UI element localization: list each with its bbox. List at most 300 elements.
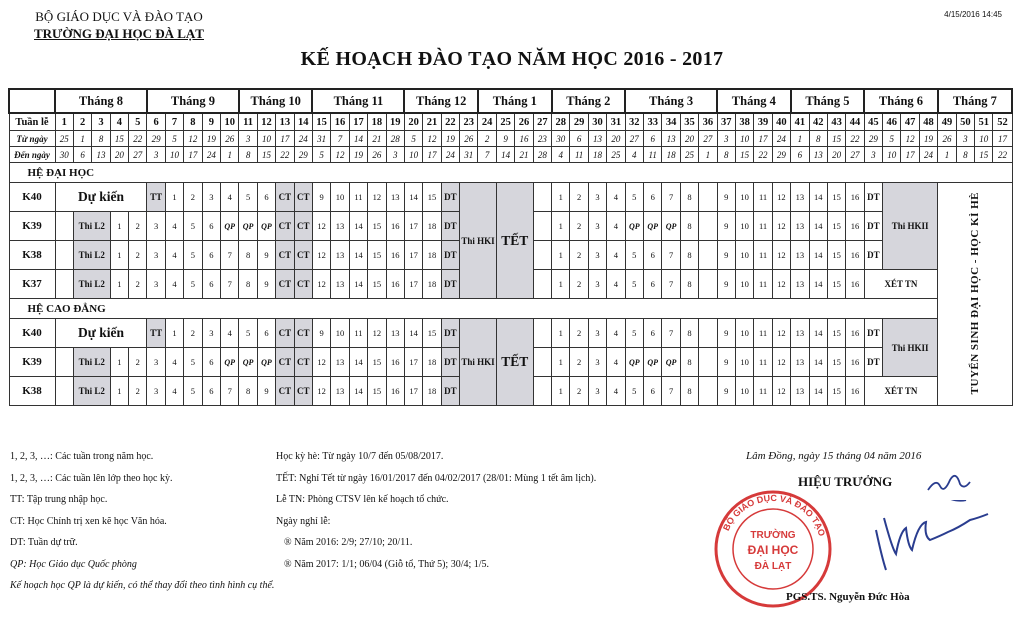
schedule-cell: Dự kiến: [55, 319, 147, 348]
schedule-cell: 4: [607, 212, 625, 241]
to-date: 11: [644, 147, 662, 163]
schedule-cell: CT: [276, 241, 294, 270]
schedule-cell: 3: [588, 183, 606, 212]
schedule-cell: 12: [772, 348, 790, 377]
cohort-label: K37: [9, 270, 55, 299]
schedule-cell: TT: [147, 183, 165, 212]
page-title: KẾ HOẠCH ĐÀO TẠO NĂM HỌC 2016 - 2017: [300, 48, 724, 70]
week-number: 50: [956, 113, 974, 131]
schedule-cell: [699, 270, 717, 299]
week-number: 46: [883, 113, 901, 131]
week-number: 1: [55, 113, 73, 131]
schedule-cell: 16: [386, 212, 404, 241]
schedule-cell: DT: [864, 348, 882, 377]
week-number: 29: [570, 113, 588, 131]
to-date: 20: [827, 147, 845, 163]
week-number: 34: [662, 113, 680, 131]
to-date: 20: [110, 147, 128, 163]
schedule-cell: CT: [276, 348, 294, 377]
week-number: 39: [754, 113, 772, 131]
week-row-label: Tuần lễ: [9, 113, 55, 131]
schedule-cell: 9: [257, 241, 275, 270]
schedule-cell: Dự kiến: [55, 183, 147, 212]
week-number: 43: [827, 113, 845, 131]
schedule-cell: 10: [735, 212, 753, 241]
from-date: 15: [110, 131, 128, 147]
schedule-cell: 2: [570, 348, 588, 377]
schedule-cell: 16: [846, 241, 864, 270]
note-summer: Học kỳ hè: Từ ngày 10/7 đến 05/08/2017.: [276, 451, 444, 462]
schedule-cell: 1: [552, 319, 570, 348]
to-date: 24: [202, 147, 220, 163]
to-date: 4: [625, 147, 643, 163]
schedule-cell: 13: [386, 183, 404, 212]
to-date: 29: [772, 147, 790, 163]
schedule-cell: 13: [331, 241, 349, 270]
schedule-cell: 17: [404, 348, 422, 377]
schedule-cell: 11: [349, 183, 367, 212]
note-holidays: Ngày nghỉ lễ:: [276, 515, 331, 527]
schedule-cell: 5: [239, 183, 257, 212]
week-number: 48: [919, 113, 937, 131]
schedule-cell: [55, 270, 73, 299]
schedule-cell: CT: [294, 348, 312, 377]
schedule-cell: 14: [349, 241, 367, 270]
note-graduation: Lễ TN: Phòng CTSV lên kế hoạch tổ chức.: [276, 494, 449, 505]
schedule-cell: 18: [423, 348, 441, 377]
schedule-cell: 15: [368, 270, 386, 299]
month-header: Tháng 5: [791, 89, 865, 113]
to-date: 29: [294, 147, 312, 163]
schedule-cell: 6: [202, 241, 220, 270]
to-date: 4: [552, 147, 570, 163]
to-date: 1: [699, 147, 717, 163]
schedule-cell: [533, 212, 551, 241]
week-number: 30: [588, 113, 606, 131]
schedule-cell: [55, 241, 73, 270]
schedule-cell: 13: [791, 212, 809, 241]
schedule-cell: 2: [570, 241, 588, 270]
from-date: 19: [202, 131, 220, 147]
from-date: 24: [772, 131, 790, 147]
schedule-cell: 1: [165, 319, 183, 348]
week-number: 3: [92, 113, 110, 131]
schedule-cell: 14: [349, 212, 367, 241]
graduation-cell: XÉT TN: [864, 270, 938, 299]
from-date: 5: [883, 131, 901, 147]
schedule-cell: 7: [662, 377, 680, 406]
schedule-cell: QP: [221, 212, 239, 241]
schedule-cell: DT: [441, 348, 459, 377]
schedule-cell: 6: [644, 319, 662, 348]
schedule-cell: 13: [331, 212, 349, 241]
schedule-cell: [699, 183, 717, 212]
week-number: 42: [809, 113, 827, 131]
schedule-cell: CT: [294, 183, 312, 212]
from-date-row: [9, 131, 1012, 147]
schedule-cell: 4: [607, 319, 625, 348]
week-number: 40: [772, 113, 790, 131]
schedule-cell: 6: [202, 212, 220, 241]
schedule-cell: 16: [846, 319, 864, 348]
schedule-cell: 12: [368, 319, 386, 348]
month-header: Tháng 12: [404, 89, 478, 113]
from-date: 29: [864, 131, 882, 147]
from-date: 3: [956, 131, 974, 147]
schedule-cell: 4: [607, 241, 625, 270]
schedule-cell: 4: [221, 183, 239, 212]
week-number: 4: [110, 113, 128, 131]
week-number: 10: [221, 113, 239, 131]
schedule-cell: 6: [202, 348, 220, 377]
schedule-cell: 10: [331, 183, 349, 212]
from-date: 24: [294, 131, 312, 147]
to-row-label: Đến ngày: [9, 147, 55, 163]
schedule-cell: 18: [423, 270, 441, 299]
to-date: 13: [809, 147, 827, 163]
svg-text:ĐẠI HỌC: ĐẠI HỌC: [747, 543, 799, 557]
note-holidays-2017: ® Năm 2017: 1/1; 06/04 (Giỗ tổ, Thứ 5); 30/4; 1/5.: [284, 558, 490, 570]
schedule-cell: 3: [147, 348, 165, 377]
schedule-cell: 15: [827, 377, 845, 406]
month-header: Tháng 9: [147, 89, 239, 113]
schedule-cell: Thi L2: [73, 270, 110, 299]
schedule-cell: 14: [349, 377, 367, 406]
week-number: 12: [257, 113, 275, 131]
schedule-cell: 15: [423, 183, 441, 212]
week-number: 20: [404, 113, 422, 131]
schedule-cell: 13: [331, 270, 349, 299]
schedule-cell: 12: [312, 270, 330, 299]
schedule-cell: 6: [202, 270, 220, 299]
schedule-cell: 18: [423, 377, 441, 406]
schedule-cell: CT: [276, 183, 294, 212]
schedule-cell: 6: [644, 377, 662, 406]
cohort-label: K40: [9, 319, 55, 348]
schedule-cell: QP: [625, 212, 643, 241]
schedule-cell: 9: [717, 377, 735, 406]
to-date: 19: [349, 147, 367, 163]
section-heading: HỆ ĐẠI HỌC: [9, 163, 1012, 183]
from-date: 10: [975, 131, 993, 147]
from-date: 13: [662, 131, 680, 147]
schedule-cell: 4: [165, 348, 183, 377]
week-number: 35: [680, 113, 698, 131]
from-date: 22: [846, 131, 864, 147]
schedule-cell: 18: [423, 241, 441, 270]
schedule-cell: 9: [717, 319, 735, 348]
week-number: 49: [938, 113, 956, 131]
schedule-cell: 15: [368, 241, 386, 270]
schedule-cell: 16: [846, 212, 864, 241]
note-qp: QP: Học Giáo dục Quốc phòng: [10, 558, 137, 570]
schedule-cell: 12: [368, 183, 386, 212]
schedule-cell: 3: [588, 348, 606, 377]
week-number: 52: [993, 113, 1012, 131]
to-date: 15: [975, 147, 993, 163]
to-date: 27: [129, 147, 147, 163]
schedule-cell: 4: [165, 241, 183, 270]
note-qp-plan: Kế hoạch học QP là dự kiến, có thể thay đổi theo tình hình cụ thể.: [10, 580, 275, 591]
from-date: 20: [607, 131, 625, 147]
schedule-cell: 3: [202, 319, 220, 348]
schedule-cell: 8: [239, 241, 257, 270]
schedule-cell: 12: [312, 348, 330, 377]
schedule-cell: 15: [827, 212, 845, 241]
schedule-cell: 11: [754, 212, 772, 241]
schedule-cell: CT: [294, 377, 312, 406]
schedule-cell: 3: [147, 241, 165, 270]
schedule-cell: [533, 241, 551, 270]
signature: [836, 500, 996, 580]
schedule-cell: 14: [404, 319, 422, 348]
schedule-cell: QP: [221, 348, 239, 377]
schedule-cell: 9: [717, 348, 735, 377]
week-number: 27: [533, 113, 551, 131]
to-date: 17: [901, 147, 919, 163]
schedule-cell: 15: [827, 319, 845, 348]
schedule-cell: 15: [368, 348, 386, 377]
schedule-cell: TT: [147, 319, 165, 348]
schedule-cell: 11: [754, 348, 772, 377]
schedule-cell: QP: [239, 212, 257, 241]
note-dt: DT: Tuần dự trữ.: [10, 537, 78, 548]
schedule-cell: 1: [165, 183, 183, 212]
schedule-cell: DT: [864, 241, 882, 270]
from-date: 26: [938, 131, 956, 147]
schedule-cell: 8: [680, 212, 698, 241]
to-date: 18: [662, 147, 680, 163]
schedule-cell: 8: [680, 377, 698, 406]
from-date: 2: [478, 131, 496, 147]
to-date: 13: [92, 147, 110, 163]
from-date: 19: [919, 131, 937, 147]
schedule-cell: CT: [276, 377, 294, 406]
schedule-cell: 16: [386, 348, 404, 377]
schedule-cell: 6: [257, 183, 275, 212]
schedule-cell: 5: [625, 377, 643, 406]
schedule-cell: 10: [735, 319, 753, 348]
schedule-cell: 12: [772, 319, 790, 348]
week-number: 44: [846, 113, 864, 131]
from-date: 10: [257, 131, 275, 147]
schedule-cell: 1: [552, 241, 570, 270]
schedule-cell: 14: [809, 270, 827, 299]
schedule-cell: [699, 319, 717, 348]
schedule-cell: 9: [257, 270, 275, 299]
week-number: 33: [644, 113, 662, 131]
schedule-cell: 5: [184, 212, 202, 241]
schedule-cell: 9: [312, 319, 330, 348]
from-date: 13: [588, 131, 606, 147]
schedule-cell: 2: [129, 241, 147, 270]
schedule-cell: 15: [827, 183, 845, 212]
schedule-cell: 10: [331, 319, 349, 348]
month-header: Tháng 7: [938, 89, 1012, 113]
schedule-cell: 2: [184, 319, 202, 348]
schedule-cell: 14: [809, 348, 827, 377]
schedule-cell: 6: [257, 319, 275, 348]
schedule-cell: 5: [184, 270, 202, 299]
to-date: 10: [883, 147, 901, 163]
schedule-cell: 2: [570, 183, 588, 212]
schedule-cell: QP: [257, 348, 275, 377]
print-date: 4/15/2016 14:45: [944, 10, 1002, 19]
to-date: 14: [496, 147, 514, 163]
to-date: 22: [754, 147, 772, 163]
week-number: 15: [312, 113, 330, 131]
from-date: 3: [239, 131, 257, 147]
issuer-header: [34, 8, 204, 42]
schedule-cell: 12: [772, 270, 790, 299]
schedule-cell: CT: [294, 212, 312, 241]
schedule-cell: 12: [312, 241, 330, 270]
schedule-cell: 3: [588, 319, 606, 348]
schedule-cell: Thi HKI: [460, 183, 497, 299]
principal-title: HIỆU TRƯỞNG: [798, 474, 893, 489]
cohort-label: K40: [9, 183, 55, 212]
to-date: 22: [993, 147, 1012, 163]
month-header: Tháng 10: [239, 89, 313, 113]
month-header: Tháng 2: [552, 89, 626, 113]
schedule-cell: CT: [276, 270, 294, 299]
section-heading: HỆ CAO ĐẲNG: [9, 299, 1012, 319]
schedule-cell: 16: [846, 183, 864, 212]
schedule-cell: 1: [552, 270, 570, 299]
schedule-cell: 2: [570, 319, 588, 348]
schedule-cell: DT: [864, 183, 882, 212]
schedule-cell: 3: [147, 270, 165, 299]
week-number: 28: [552, 113, 570, 131]
from-date: 12: [901, 131, 919, 147]
schedule-cell: 2: [129, 348, 147, 377]
ministry-name: BỘ GIÁO DỤC VÀ ĐÀO TẠO: [35, 9, 203, 24]
schedule-cell: 1: [110, 377, 128, 406]
schedule-cell: 9: [717, 183, 735, 212]
to-date: 25: [607, 147, 625, 163]
from-date: 3: [717, 131, 735, 147]
month-header: Tháng 4: [717, 89, 791, 113]
schedule-cell: 2: [129, 212, 147, 241]
schedule-cell: 5: [184, 241, 202, 270]
from-date: 19: [441, 131, 459, 147]
schedule-cell: 13: [791, 241, 809, 270]
from-date: 15: [827, 131, 845, 147]
week-row: [9, 113, 1012, 131]
from-date: 30: [552, 131, 570, 147]
schedule-cell: 14: [809, 241, 827, 270]
to-date: 3: [147, 147, 165, 163]
week-number: 19: [386, 113, 404, 131]
schedule-cell: DT: [864, 212, 882, 241]
schedule-cell: QP: [644, 212, 662, 241]
from-date: 17: [993, 131, 1012, 147]
schedule-cell: [533, 270, 551, 299]
schedule-cell: 7: [221, 270, 239, 299]
schedule-cell: DT: [441, 319, 459, 348]
schedule-cell: 14: [809, 183, 827, 212]
schedule-cell: 18: [423, 212, 441, 241]
week-number: 5: [129, 113, 147, 131]
note-tt: TT: Tập trung nhập học.: [10, 494, 108, 505]
schedule-cell: 3: [588, 241, 606, 270]
schedule-cell: Thi L2: [73, 348, 110, 377]
cohort-label: K38: [9, 377, 55, 406]
schedule-cell: 3: [588, 377, 606, 406]
schedule-cell: 15: [368, 212, 386, 241]
week-number: 14: [294, 113, 312, 131]
schedule-cell: 4: [165, 270, 183, 299]
initials-mark: [926, 472, 972, 496]
month-header: Tháng 8: [55, 89, 147, 113]
from-date: 26: [460, 131, 478, 147]
signer-name: PGS.TS. Nguyễn Đức Hòa: [786, 591, 910, 603]
month-header: Tháng 1: [478, 89, 552, 113]
schedule-cell: 7: [662, 241, 680, 270]
week-number: 37: [717, 113, 735, 131]
schedule-cell: 17: [404, 241, 422, 270]
cohort-label: K39: [9, 212, 55, 241]
schedule-cell: 7: [221, 377, 239, 406]
schedule-cell: 13: [791, 377, 809, 406]
schedule-cell: 2: [570, 377, 588, 406]
from-date: 29: [147, 131, 165, 147]
schedule-cell: CT: [276, 212, 294, 241]
to-date: 30: [55, 147, 73, 163]
schedule-cell: 15: [423, 319, 441, 348]
schedule-cell: 16: [846, 270, 864, 299]
from-row-label: Từ ngày: [9, 131, 55, 147]
cohort-label: K39: [9, 348, 55, 377]
schedule-cell: 5: [184, 348, 202, 377]
schedule-cell: DT: [441, 241, 459, 270]
from-date: 6: [644, 131, 662, 147]
schedule-cell: 12: [772, 183, 790, 212]
schedule-cell: [55, 212, 73, 241]
schedule-cell: [699, 212, 717, 241]
schedule-cell: DT: [441, 183, 459, 212]
to-date: 25: [680, 147, 698, 163]
schedule-cell: 13: [791, 183, 809, 212]
school-name: TRƯỜNG ĐẠI HỌC ĐÀ LẠT: [34, 26, 204, 41]
schedule-cell: 10: [735, 241, 753, 270]
week-number: 47: [901, 113, 919, 131]
schedule-cell: 2: [184, 183, 202, 212]
schedule-cell: 1: [110, 348, 128, 377]
from-date: 8: [809, 131, 827, 147]
schedule-cell: [533, 377, 551, 406]
schedule-cell: QP: [239, 348, 257, 377]
from-date: 26: [221, 131, 239, 147]
from-date: 8: [92, 131, 110, 147]
schedule-cell: 16: [846, 377, 864, 406]
schedule-cell: 6: [202, 377, 220, 406]
to-date: 22: [276, 147, 294, 163]
schedule-cell: CT: [276, 319, 294, 348]
schedule-cell: 1: [552, 377, 570, 406]
schedule-cell: 5: [625, 319, 643, 348]
to-date: 17: [184, 147, 202, 163]
schedule-cell: 12: [772, 241, 790, 270]
note-tet: TẾT: Nghỉ Tết từ ngày 16/01/2017 đến 04/02/2017 (28/01: Mùng 1 tết âm lịch).: [276, 472, 597, 484]
to-date: 7: [478, 147, 496, 163]
schedule-cell: 6: [644, 241, 662, 270]
schedule-cell: 7: [662, 319, 680, 348]
from-date: 7: [331, 131, 349, 147]
schedule-cell: 9: [717, 270, 735, 299]
schedule-cell: 2: [129, 270, 147, 299]
schedule-cell: 11: [754, 270, 772, 299]
